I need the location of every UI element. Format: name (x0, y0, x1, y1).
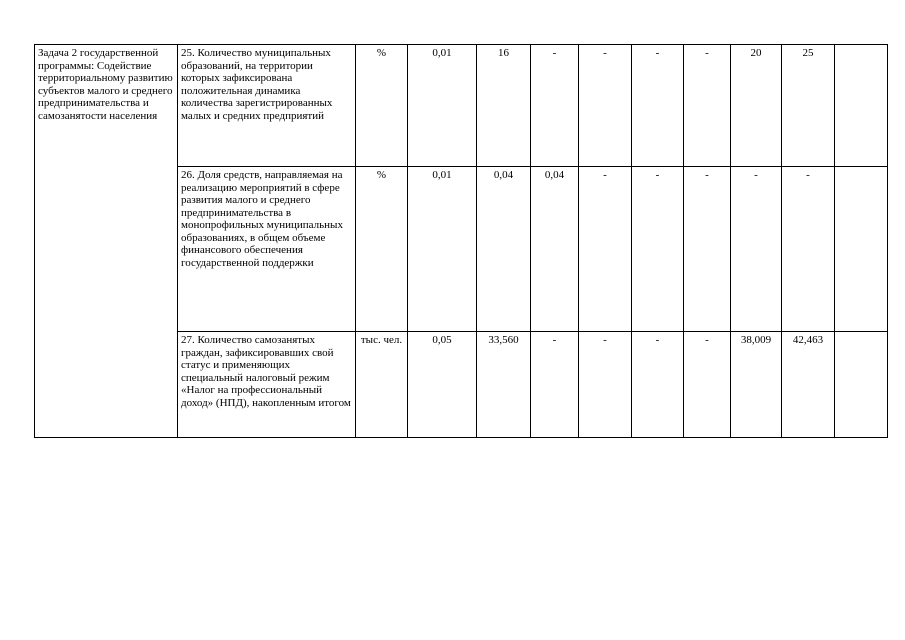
value-cell: - (531, 45, 579, 167)
value-cell: - (632, 45, 684, 167)
value-cell: - (731, 167, 782, 332)
indicator-cell: 26. Доля средств, направляемая на реализацию мероприятий в сфере развития малого и среднего предпринимательства в монопрофильных муниципальных образованиях, в общем объеме финансового обеспечения государственной поддержки (178, 167, 356, 332)
unit-cell: % (356, 167, 408, 332)
value-cell: - (684, 167, 731, 332)
value-cell: - (579, 167, 632, 332)
value-cell: - (579, 45, 632, 167)
weight-cell: 0,01 (408, 167, 477, 332)
indicator-cell: 25. Количество муниципальных образований, на территории которых зафиксирована положительная динамика количества зарегистрированных малых и средних предприятий (178, 45, 356, 167)
value-cell: 38,009 (731, 332, 782, 438)
unit-cell: тыс. чел. (356, 332, 408, 438)
value-cell: - (579, 332, 632, 438)
value-cell: 42,463 (782, 332, 835, 438)
indicators-document (34, 44, 888, 438)
indicator-cell: 27. Количество самозанятых граждан, зафиксировавших свой статус и применяющих специальный налоговый режим «Налог на профессиональный доход» (НПД), накопленным итогом (178, 332, 356, 438)
value-cell: - (782, 167, 835, 332)
weight-cell: 0,01 (408, 45, 477, 167)
value-cell: - (632, 332, 684, 438)
value-cell: 16 (477, 45, 531, 167)
value-cell: 20 (731, 45, 782, 167)
value-cell (835, 332, 888, 438)
value-cell: - (531, 332, 579, 438)
indicators-table (34, 44, 888, 438)
value-cell: - (684, 45, 731, 167)
value-cell: - (684, 332, 731, 438)
value-cell (835, 45, 888, 167)
value-cell (835, 167, 888, 332)
value-cell: 0,04 (531, 167, 579, 332)
unit-cell: % (356, 45, 408, 167)
table-row (35, 45, 888, 167)
value-cell: 0,04 (477, 167, 531, 332)
value-cell: 33,560 (477, 332, 531, 438)
weight-cell: 0,05 (408, 332, 477, 438)
value-cell: 25 (782, 45, 835, 167)
task-cell: Задача 2 государственной программы: Содействие территориальному развитию субъектов малого и среднего предпринимательства и самозанятости населения (35, 45, 178, 438)
value-cell: - (632, 167, 684, 332)
